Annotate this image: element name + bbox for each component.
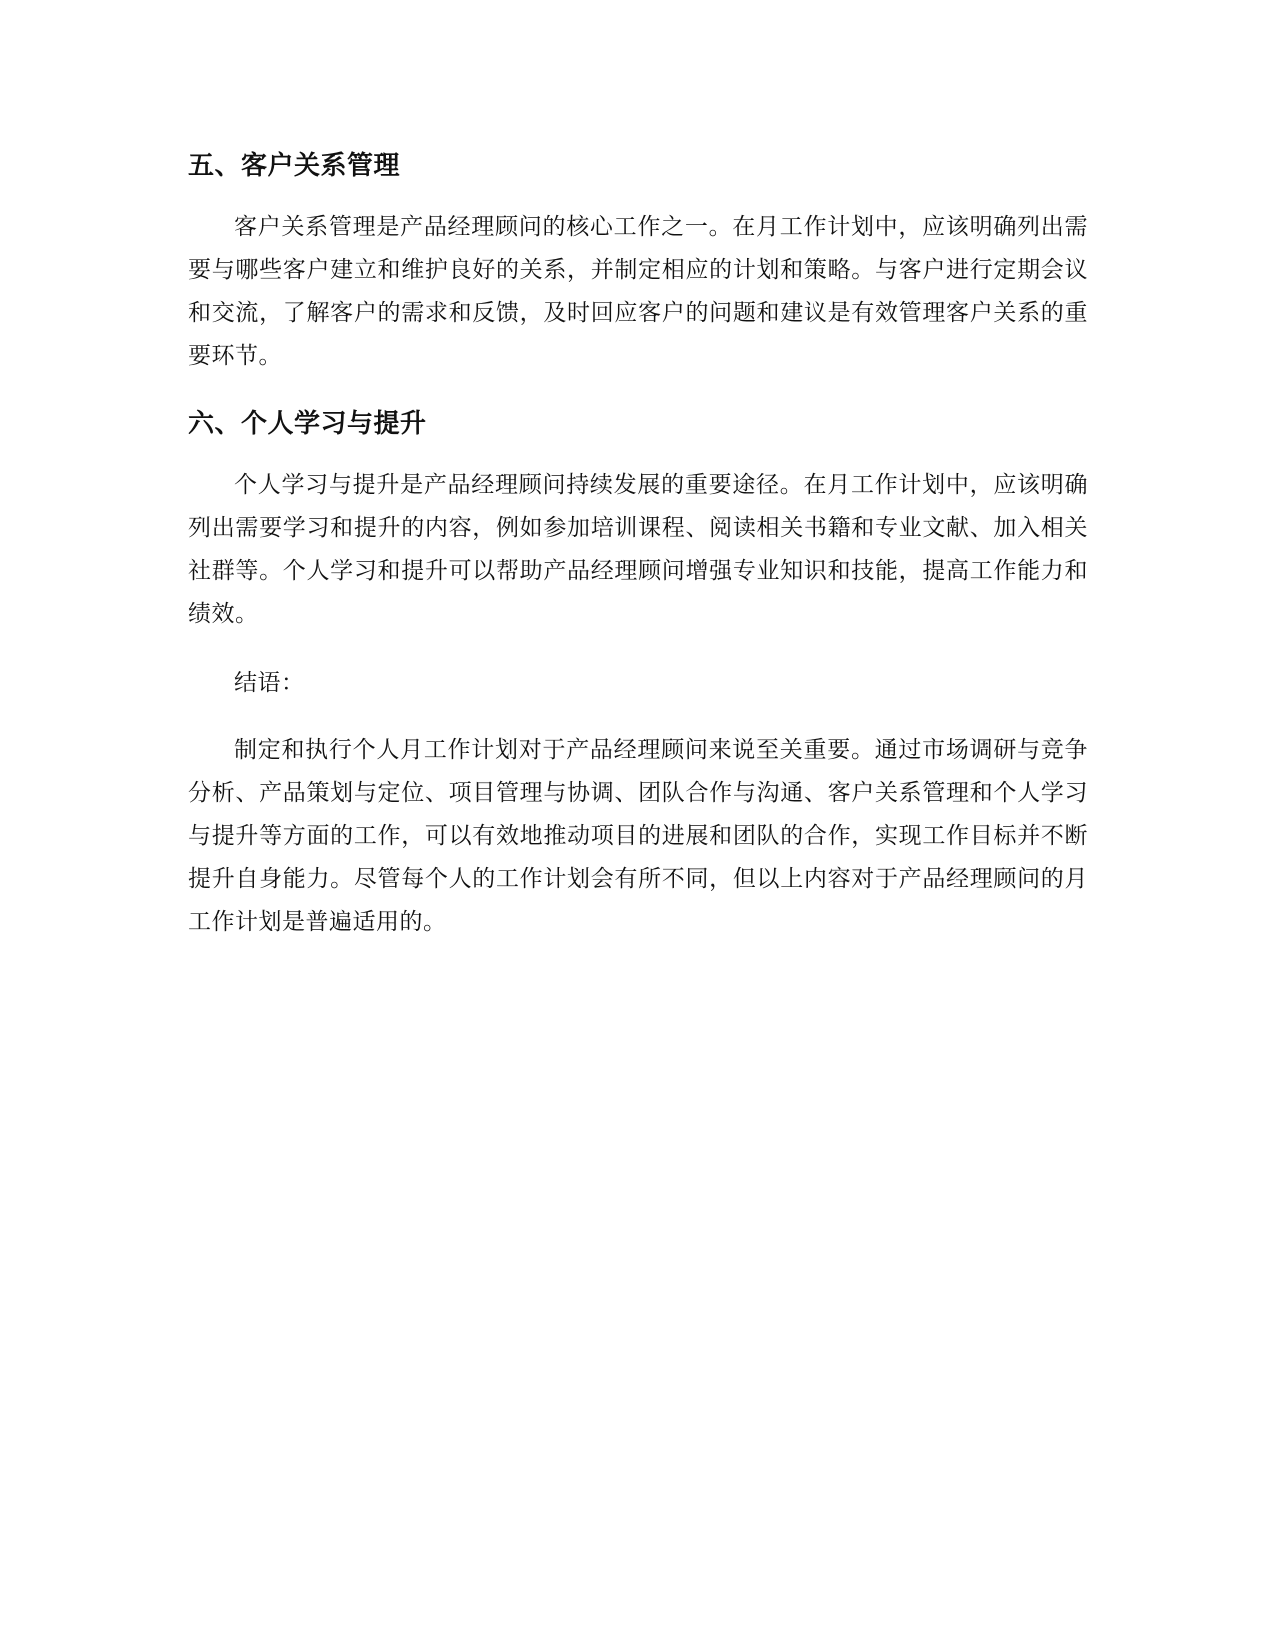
section-heading-personal-learning: 六、个人学习与提升 (188, 409, 427, 439)
document-body (188, 146, 1088, 970)
section-paragraph-personal-learning: 个人学习与提升是产品经理顾问持续发展的重要途径。在月工作计划中，应该明确列出需要学习和提升的内容，例如参加培训课程、阅读相关书籍和专业文献、加入相关社群等。个人学习和提升可以帮助产品经理顾问增强专业知识和技能，提高工作能力和绩效。 (188, 472, 1088, 627)
conclusion-label: 结语： (234, 670, 305, 696)
section-paragraph-customer-relationship: 客户关系管理是产品经理顾问的核心工作之一。在月工作计划中，应该明确列出需要与哪些客户建立和维护良好的关系，并制定相应的计划和策略。与客户进行定期会议和交流，了解客户的需求和反馈，及时回应客户的问题和建议是有效管理客户关系的重要环节。 (188, 214, 1088, 369)
section-heading-customer-relationship: 五、客户关系管理 (188, 151, 401, 181)
conclusion-paragraph: 制定和执行个人月工作计划对于产品经理顾问来说至关重要。通过市场调研与竞争分析、产品策划与定位、项目管理与协调、团队合作与沟通、客户关系管理和个人学习与提升等方面的工作，可以有效地推动项目的进展和团队的合作，实现工作目标并不断提升自身能力。尽管每个人的工作计划会有所不同，但以上内容对于产品经理顾问的月工作计划是普遍适用的。 (188, 737, 1088, 935)
